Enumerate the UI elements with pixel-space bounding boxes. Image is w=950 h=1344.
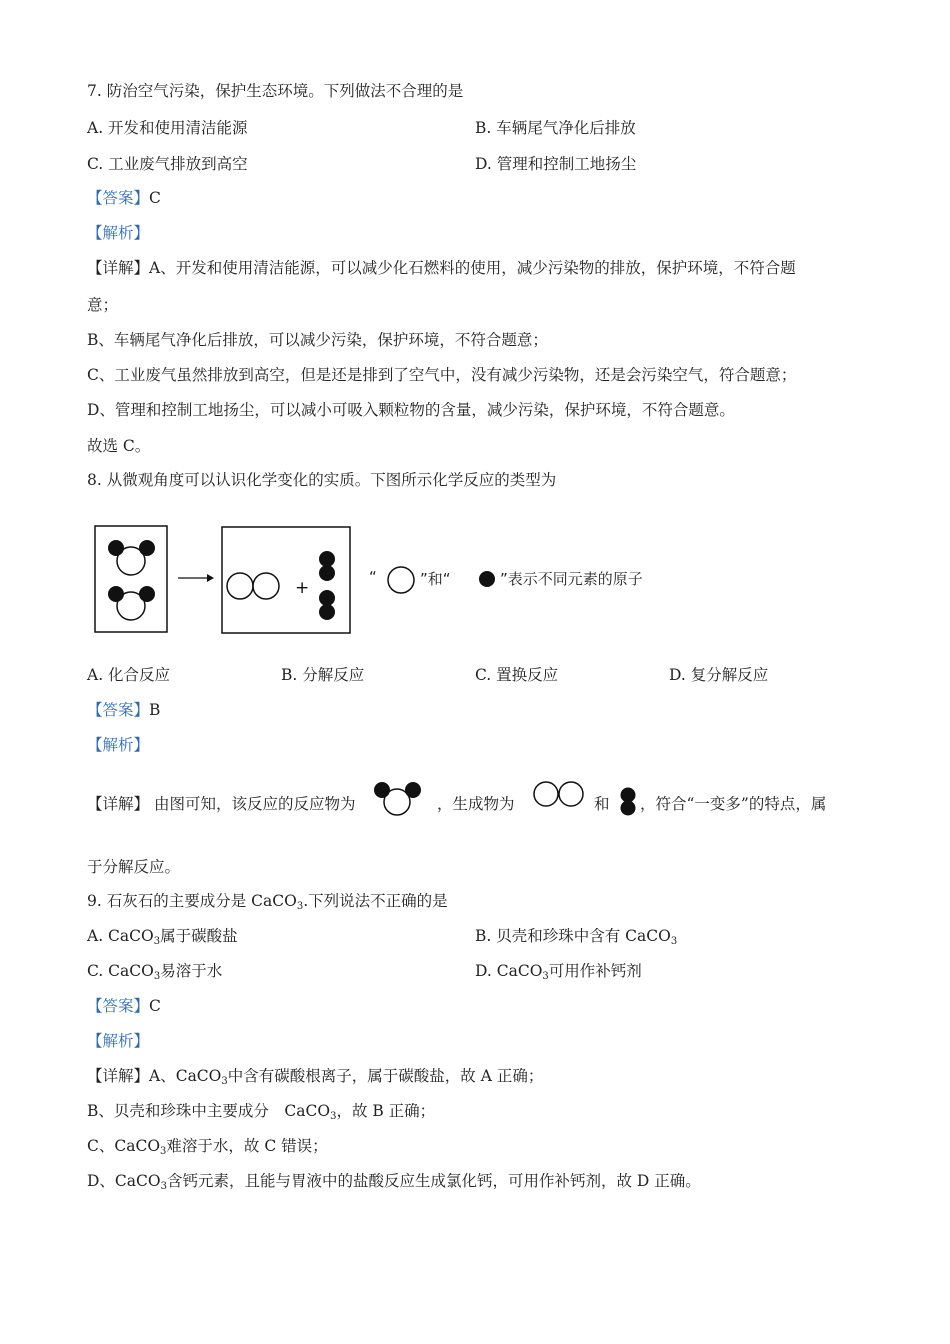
reaction-diagram	[0, 0, 950, 660]
product-molecule-white	[227, 573, 279, 599]
q8-option-d: D. 复分解反应	[669, 666, 769, 684]
stem-text: .下列说法不正确的是	[303, 892, 448, 910]
q8-detail-part1: 由图可知，该反应的反应物为	[154, 795, 356, 813]
q9-answer	[87, 996, 161, 1016]
subscript: 3	[160, 1181, 167, 1192]
answer-tag: 【答案】	[87, 189, 150, 207]
q7-option-a: A. 开发和使用清洁能源	[87, 119, 248, 137]
subscript: 3	[153, 971, 161, 982]
q9-option-a	[87, 926, 238, 946]
answer-value: C	[149, 997, 161, 1015]
subscript: 3	[160, 1146, 167, 1157]
detail-text: A、CaCO	[149, 1067, 222, 1085]
subscript: 3	[296, 901, 304, 912]
q8-option-b: B. 分解反应	[281, 666, 365, 684]
reactant-molecule	[108, 540, 155, 575]
option-text: D. CaCO	[475, 962, 543, 980]
subscript: 3	[330, 1111, 337, 1122]
subscript: 3	[221, 1076, 228, 1087]
q8-option-a: A. 化合反应	[87, 666, 171, 684]
product-molecule-black	[319, 551, 335, 581]
q7-analysis-tag: 【解析】	[87, 224, 150, 242]
q8-detail-part2: ，生成物为	[437, 795, 515, 813]
q7-option-c: C. 工业废气排放到高空	[87, 155, 248, 173]
reactant-molecule-icon	[372, 780, 424, 820]
q7-conclusion: 故选 C。	[87, 437, 151, 455]
q8-analysis-tag: 【解析】	[87, 736, 150, 754]
legend-caption: ”表示不同元素的原子	[500, 570, 643, 588]
reactant-molecule	[108, 586, 155, 620]
q8-detail-tag: 【详解】	[87, 795, 150, 813]
detail-text: 含钙元素，且能与胃液中的盐酸反应生成氯化钙，可用作补钙剂，故 D 正确。	[166, 1172, 701, 1190]
black-diatomic-icon	[618, 786, 638, 818]
q7-detail-2: B、车辆尾气净化后排放，可以减少污染，保护环境，不符合题意；	[87, 331, 548, 349]
q9-analysis-tag: 【解析】	[87, 1032, 150, 1050]
detail-text: 难溶于水，故 C 错误；	[166, 1137, 328, 1155]
detail-text: B、贝壳和珍珠中主要成分 CaCO	[87, 1102, 331, 1120]
stem-text: 9. 石灰石的主要成分是 CaCO	[87, 892, 297, 910]
option-text: B. 贝壳和珍珠中含有 CaCO	[475, 927, 671, 945]
q8-answer	[87, 700, 160, 720]
q7-detail-4: D、管理和控制工地扬尘，可以减小可吸入颗粒物的含量，减少污染，保护环境，不符合题意。	[87, 401, 735, 419]
answer-tag: 【答案】	[87, 997, 150, 1015]
q9-option-b	[475, 926, 677, 946]
detail-text: C、CaCO	[87, 1137, 161, 1155]
legend-and: ”和“	[420, 570, 451, 588]
q9-detail-4	[87, 1171, 701, 1191]
q8-stem: 8. 从微观角度可以认识化学变化的实质。下图所示化学反应的类型为	[87, 471, 557, 489]
product-molecule-black	[319, 590, 335, 620]
q8-detail-part3: 和	[594, 795, 610, 813]
answer-value: B	[149, 701, 161, 719]
q9-option-c	[87, 961, 222, 981]
subscript: 3	[542, 971, 549, 982]
answer-value: C	[149, 189, 161, 207]
q9-detail-1	[87, 1066, 543, 1086]
q7-detail-3: C、工业废气虽然排放到高空，但是还是排到了空气中，没有减少污染物，还是会污染空气，符合题意；	[87, 366, 797, 384]
detail-tag: 【详解】	[87, 1067, 150, 1085]
subscript: 3	[670, 936, 678, 947]
option-text: 易溶于水	[160, 962, 223, 980]
detail-text: D、CaCO	[87, 1172, 161, 1190]
answer-tag: 【答案】	[87, 701, 150, 719]
detail-text: 中含有碳酸根离子，属于碳酸盐，故 A 正确；	[227, 1067, 544, 1085]
legend-black-atom	[479, 571, 495, 587]
q9-detail-2	[87, 1101, 435, 1121]
option-text: 可用作补钙剂	[548, 962, 642, 980]
detail-text: A、开发和使用清洁能源，可以减少化石燃料的使用，减少污染物的排放，保护环境，不符合题	[149, 259, 796, 277]
detail-tag: 【详解】	[87, 259, 150, 277]
q7-option-b: B. 车辆尾气净化后排放	[475, 119, 636, 137]
option-text: 属于碳酸盐	[160, 927, 238, 945]
q7-stem: 7. 防治空气污染，保护生态环境。下列做法不合理的是	[87, 82, 464, 100]
q9-stem	[87, 891, 448, 911]
legend-white-atom	[388, 567, 414, 593]
legend-quote-open: “	[369, 568, 377, 586]
option-text: A. CaCO	[87, 927, 154, 945]
option-text: C. CaCO	[87, 962, 154, 980]
plus-sign: +	[295, 578, 310, 598]
q9-detail-3	[87, 1136, 328, 1156]
subscript: 3	[153, 936, 161, 947]
q8-detail-part5: 于分解反应。	[87, 858, 181, 876]
q7-detail-1b: 意；	[87, 296, 119, 314]
detail-text: ，故 B 正确；	[336, 1102, 436, 1120]
q8-option-c: C. 置换反应	[475, 666, 559, 684]
q9-option-d	[475, 961, 642, 981]
q7-option-d: D. 管理和控制工地扬尘	[475, 155, 637, 173]
white-diatomic-icon	[532, 779, 588, 809]
q8-detail-part4: ，符合“一变多”的特点，属	[640, 795, 827, 813]
reaction-arrow	[178, 574, 214, 582]
